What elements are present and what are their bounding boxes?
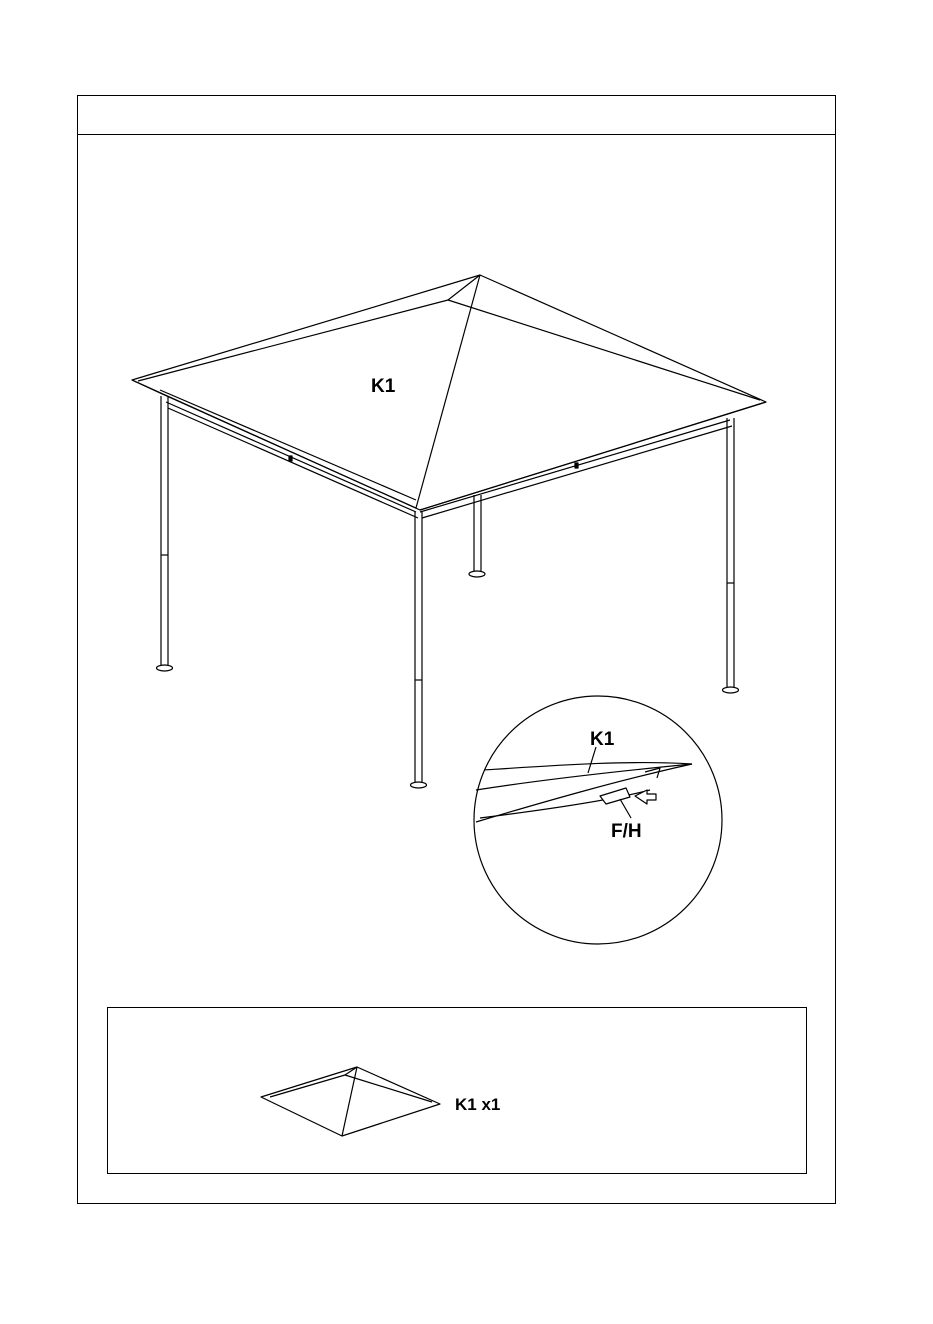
leg-front (411, 512, 427, 788)
detail-fastener-label: F/H (611, 821, 642, 842)
parts-item-label: K1 x1 (455, 1095, 501, 1114)
parts-canopy-icon (261, 1067, 440, 1136)
canopy-label: K1 (371, 376, 396, 397)
leg-right (723, 418, 739, 693)
leg-back-center (469, 495, 485, 577)
detail-canopy-label: K1 (590, 729, 615, 750)
leg-left (157, 396, 173, 671)
canopy (132, 275, 766, 510)
